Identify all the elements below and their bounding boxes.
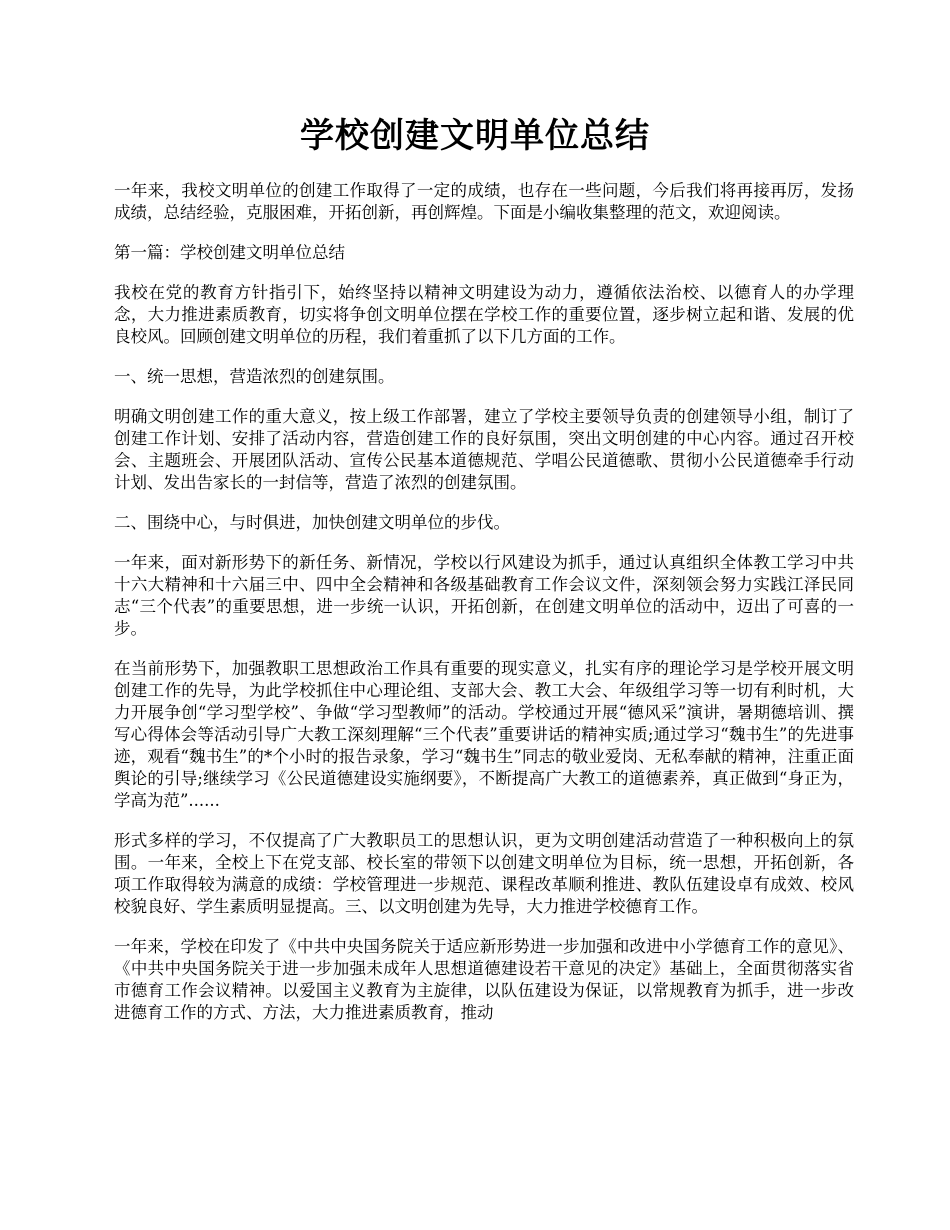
- body-paragraph: 一年来，面对新形势下的新任务、新情况，学校以行风建设为抓手，通过认真组织全体教工学习中共十六大精神和十六届三中、四中全会精神和各级基础教育工作会议文件，深刻领会努力实践江泽民同志“三个代表”的重要思想，进一步统一认识，开拓创新，在创建文明单位的活动中，迈出了可喜的一步。: [114, 553, 854, 638]
- document-title: 学校创建文明单位总结: [300, 116, 650, 156]
- intro-paragraph: 一年来，我校文明单位的创建工作取得了一定的成绩，也存在一些问题，今后我们将再接再厉，发扬成绩，总结经验，克服困难，开拓创新，再创辉煌。下面是小编收集整理的范文，欢迎阅读。: [114, 181, 854, 222]
- body-paragraph: 明确文明创建工作的重大意义，按上级工作部署，建立了学校主要领导负责的创建领导小组，制订了创建工作计划、安排了活动内容，营造创建工作的良好氛围，突出文明创建的中心内容。通过召开校会、主题班会、开展团队活动、宣传公民基本道德规范、学唱公民道德歌、贯彻小公民道德牵手行动计划、发出告家长的一封信等，营造了浓烈的创建氛围。: [114, 407, 854, 492]
- body-paragraph: 在当前形势下，加强教职工思想政治工作具有重要的现实意义，扎实有序的理论学习是学校开展文明创建工作的先导，为此学校抓住中心理论组、支部大会、教工大会、年级组学习等一切有利时机，大力开展争创“学习型学校”、争做“学习型教师”的活动。学校通过开展“德风采”演讲，暑期德培训、撰写心得体会等活动引导广大教工深刻理解“三个代表”重要讲话的精神实质;通过学习“魏书生”的先进事迹，观看“魏书生”的*个小时的报告录象，学习“魏书生”同志的敬业爱岗、无私奉献的精神，注重正面舆论的引导;继续学习《公民道德建设实施纲要》，不断提高广大教工的道德素养，真正做到“身正为，学高为范”......: [114, 659, 854, 810]
- section-heading-two: 二、围绕中心，与时俱进，加快创建文明单位的步伐。: [114, 513, 510, 532]
- body-paragraph: 我校在党的教育方针指引下，始终坚持以精神文明建设为动力，遵循依法治校、以德育人的办学理念，大力推进素质教育，切实将争创文明单位摆在学校工作的重要位置，逐步树立起和谐、发展的优良校风。回顾创建文明单位的历程，我们着重抓了以下几方面的工作。: [114, 283, 854, 346]
- body-paragraph: 形式多样的学习，不仅提高了广大教职员工的思想认识，更为文明创建活动营造了一种积极向上的氛围。一年来，全校上下在党支部、校长室的带领下以创建文明单位为目标，统一思想，开拓创新，各项工作取得较为满意的成绩：学校管理进一步规范、课程改革顺利推进、教队伍建设卓有成效、校风校貌良好、学生素质明显提高。三、以文明创建为先导，大力推进学校德育工作。: [114, 831, 854, 916]
- section-heading-one: 一、统一思想，营造浓烈的创建氛围。: [114, 367, 395, 386]
- section-heading-part-one: 第一篇：学校创建文明单位总结: [114, 243, 345, 262]
- body-paragraph: 一年来，学校在印发了《中共中央国务院关于适应新形势进一步加强和改进中小学德育工作的意见》、《中共中央国务院关于进一步加强未成年人思想道德建设若干意见的决定》基础上，全面贯彻落实省市德育工作会议精神。以爱国主义教育为主旋律，以队伍建设为保证，以常规教育为抓手，进一步改进德育工作的方式、方法，大力推进素质教育，推动: [114, 937, 854, 1022]
- document-body: [114, 180, 854, 1042]
